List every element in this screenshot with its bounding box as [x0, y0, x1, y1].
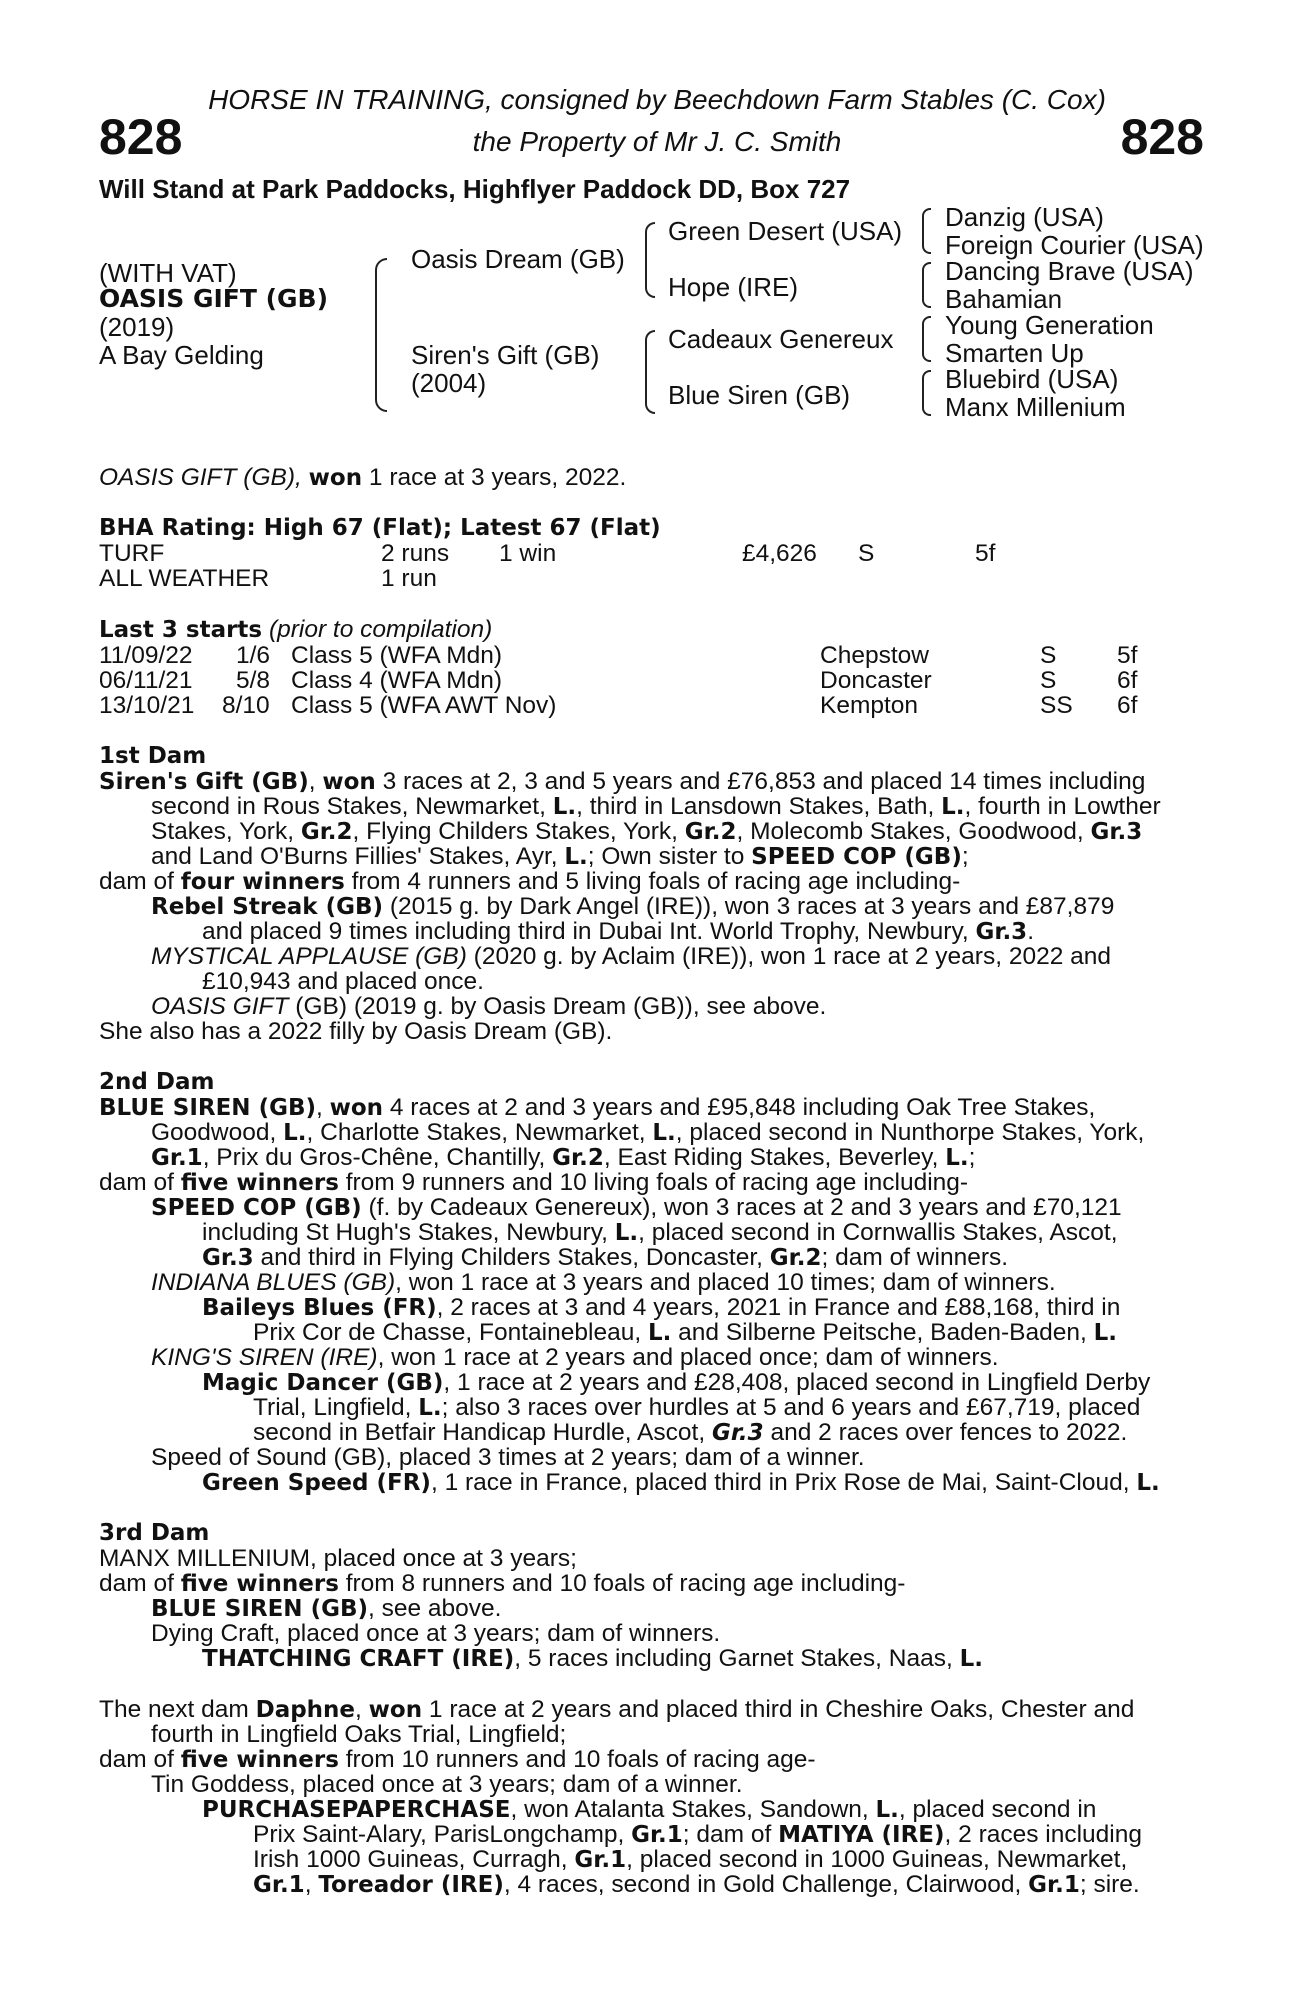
start-pos: 8/10 [222, 692, 270, 719]
produce-mystical: MYSTICAL APPLAUSE (GB) (2020 g. by Aclaim (IRE)), won 1 race at 2 years, 2022 and [151, 943, 1112, 970]
produce-magic-dancer: Magic Dancer (GB), 1 race at 2 years and £28,408, placed second in Lingfield Derby [202, 1369, 1151, 1396]
rating-prize: £4,626 [742, 540, 817, 567]
start-course: Kempton [820, 692, 919, 719]
pedigree-brace-dam [645, 330, 655, 414]
rating-wins: 1 win [499, 540, 557, 567]
lot-number-right: 828 [1120, 109, 1204, 165]
horse-name: OASIS GIFT (GB) [99, 284, 329, 313]
produce-rebel-streak: Rebel Streak (GB) (2015 g. by Dark Angel (IRE)), won 3 races at 3 years and £87,879 [151, 893, 1115, 920]
produce-baileys-blues: Prix Cor de Chasse, Fontainebleau, L. and Silberne Peitsche, Baden-Baden, L. [253, 1319, 1117, 1346]
pedigree-brace-main [375, 258, 387, 412]
pedigree-brace-sd [922, 262, 931, 308]
gg-sss: Danzig (USA) [945, 202, 1104, 232]
sire-name: Oasis Dream (GB) [411, 244, 625, 274]
start-course: Chepstow [820, 642, 929, 669]
start-pos: 5/8 [236, 667, 271, 694]
second-dam-line: Goodwood, L., Charlotte Stakes, Newmarket, L., placed second in Nunthorpe Stakes, York, [151, 1119, 1145, 1146]
bha-rating: BHA Rating: High 67 (Flat); Latest 67 (Flat) [99, 515, 661, 541]
third-dam-heading: 3rd Dam [99, 1520, 210, 1546]
produce-speed-cop: SPEED COP (GB) (f. by Cadeaux Genereux), won 3 races at 2 and 3 years and £70,121 [151, 1194, 1122, 1221]
lot-number-left: 828 [99, 109, 183, 165]
start-dist: 6f [1117, 692, 1138, 719]
property-line: the Property of Mr J. C. Smith [472, 126, 842, 157]
produce-speed-of-sound: Speed of Sound (GB), placed 3 times at 2 years; dam of a winner. [151, 1444, 865, 1471]
next-dam-line: The next dam Daphne, won 1 race at 2 years and placed third in Cheshire Oaks, Chester and [99, 1696, 1135, 1723]
vat-label: (WITH VAT) [99, 258, 237, 288]
start-going: SS [1040, 692, 1073, 719]
next-dam-produce: dam of five winners from 10 runners and 10 foals of racing age- [99, 1746, 816, 1773]
second-dam-line: BLUE SIREN (GB), won 4 races at 2 and 3 years and £95,848 including Oak Tree Stakes, [99, 1094, 1096, 1121]
produce-purchasepaperchase: Prix Saint-Alary, ParisLongchamp, Gr.1; dam of MATIYA (IRE), 2 races including [253, 1821, 1143, 1848]
start-race: Class 4 (WFA Mdn) [291, 667, 503, 694]
rating-surface: TURF [99, 540, 165, 567]
rating-dist: 5f [975, 540, 996, 567]
pedigree-brace-ss [922, 208, 931, 254]
dam-year: (2004) [411, 368, 487, 398]
start-going: S [1040, 667, 1057, 694]
second-dam-heading: 2nd Dam [99, 1069, 215, 1095]
produce-speed-cop: Gr.3 and third in Flying Childers Stakes, Doncaster, Gr.2; dam of winners. [202, 1244, 1009, 1271]
produce-speed-cop: including St Hugh's Stakes, Newbury, L., placed second in Cornwallis Stakes, Ascot, [202, 1219, 1118, 1246]
gg-ddd: Manx Millenium [945, 392, 1126, 422]
rating-runs: 2 runs [381, 540, 450, 567]
produce-oasis-gift: OASIS GIFT (GB) (2019 g. by Oasis Dream (GB)), see above. [151, 993, 827, 1020]
produce-thatching-craft: THATCHING CRAFT (IRE), 5 races including Garnet Stakes, Naas, L. [202, 1645, 983, 1672]
first-dam-heading: 1st Dam [99, 743, 207, 769]
rating-going: S [858, 540, 875, 567]
start-date: 11/09/22 [99, 642, 193, 669]
rating-surface: ALL WEATHER [99, 565, 270, 592]
next-dam-line: fourth in Lingfield Oaks Trial, Lingfield; [151, 1721, 567, 1748]
first-dam-line: Stakes, York, Gr.2, Flying Childers Stakes, York, Gr.2, Molecomb Stakes, Goodwood, Gr.3 [151, 818, 1143, 845]
gg-sdd: Bahamian [945, 284, 1063, 314]
gg-dds: Bluebird (USA) [945, 364, 1119, 394]
produce-purchasepaperchase: Gr.1, Toreador (IRE), 4 races, second in Gold Challenge, Clairwood, Gr.1; sire. [253, 1871, 1140, 1898]
produce-magic-dancer: Trial, Lingfield, L.; also 3 races over hurdles at 5 and 6 years and £67,719, placed [253, 1394, 1141, 1421]
start-going: S [1040, 642, 1057, 669]
start-dist: 6f [1117, 667, 1138, 694]
produce-magic-dancer: second in Betfair Handicap Hurdle, Ascot, Gr.3 and 2 races over fences to 2022. [253, 1419, 1128, 1446]
start-date: 06/11/21 [99, 667, 193, 694]
produce-purchasepaperchase: Irish 1000 Guineas, Curragh, Gr.1, placed second in 1000 Guineas, Newmarket, [253, 1846, 1128, 1873]
last-starts-heading: Last 3 starts (prior to compilation) [99, 616, 493, 643]
dam-dam: Blue Siren (GB) [668, 380, 851, 410]
race-summary: OASIS GIFT (GB), won 1 race at 3 years, 2022. [99, 464, 627, 491]
produce-kings-siren: KING'S SIREN (IRE), won 1 race at 2 years and placed once; dam of winners. [151, 1344, 999, 1371]
start-race: Class 5 (WFA Mdn) [291, 642, 503, 669]
sire-dam: Hope (IRE) [668, 272, 799, 302]
start-race: Class 5 (WFA AWT Nov) [291, 692, 557, 719]
start-pos: 1/6 [236, 642, 271, 669]
filly-note: She also has a 2022 filly by Oasis Dream (GB). [99, 1018, 613, 1045]
stand-location: Will Stand at Park Paddocks, Highflyer Paddock DD, Box 727 [99, 174, 851, 204]
first-dam-produce: dam of four winners from 4 runners and 5 living foals of racing age including- [99, 868, 961, 895]
produce-tin-goddess: Tin Goddess, placed once at 3 years; dam of a winner. [151, 1771, 743, 1798]
second-dam-line: Gr.1, Prix du Gros-Chêne, Chantilly, Gr.2, East Riding Stakes, Beverley, L.; [151, 1144, 976, 1171]
start-course: Doncaster [820, 667, 932, 694]
produce-indiana-blues: INDIANA BLUES (GB), won 1 race at 3 years and placed 10 times; dam of winners. [151, 1269, 1056, 1296]
gg-sds: Dancing Brave (USA) [945, 256, 1194, 286]
third-dam-line: MANX MILLENIUM, placed once at 3 years; [99, 1545, 577, 1572]
produce-purchasepaperchase: PURCHASEPAPERCHASE, won Atalanta Stakes, Sandown, L., placed second in [202, 1796, 1097, 1823]
horse-description: A Bay Gelding [99, 340, 264, 370]
consignment-line: HORSE IN TRAINING, consigned by Beechdown Farm Stables (C. Cox) [208, 84, 1106, 115]
dam-sire: Cadeaux Genereux [668, 324, 894, 354]
gg-dss: Young Generation [945, 310, 1154, 340]
produce-baileys-blues: Baileys Blues (FR), 2 races at 3 and 4 years, 2021 in France and £88,168, third in [202, 1294, 1121, 1321]
dam-name: Siren's Gift (GB) [411, 340, 600, 370]
produce-dying-craft: Dying Craft, placed once at 3 years; dam of winners. [151, 1620, 721, 1647]
gg-dsd: Smarten Up [945, 338, 1084, 368]
produce-rebel-streak: and placed 9 times including third in Dubai Int. World Trophy, Newbury, Gr.3. [202, 918, 1034, 945]
start-dist: 5f [1117, 642, 1138, 669]
sire-sire: Green Desert (USA) [668, 216, 903, 246]
pedigree-brace-ds [922, 316, 931, 362]
produce-blue-siren: BLUE SIREN (GB), see above. [151, 1595, 502, 1622]
produce-green-speed: Green Speed (FR), 1 race in France, placed third in Prix Rose de Mai, Saint-Cloud, L. [202, 1469, 1160, 1496]
first-dam-line: and Land O'Burns Fillies' Stakes, Ayr, L.; Own sister to SPEED COP (GB); [151, 843, 969, 870]
start-date: 13/10/21 [99, 692, 195, 719]
pedigree-brace-sire [645, 222, 655, 298]
pedigree-brace-dd [922, 370, 931, 416]
second-dam-produce: dam of five winners from 9 runners and 10 living foals of racing age including- [99, 1169, 969, 1196]
first-dam-line: Siren's Gift (GB), won 3 races at 2, 3 and 5 years and £76,853 and placed 14 times including [99, 768, 1146, 795]
rating-runs: 1 run [381, 565, 437, 592]
horse-year: (2019) [99, 312, 175, 342]
produce-mystical: £10,943 and placed once. [202, 968, 484, 995]
first-dam-line: second in Rous Stakes, Newmarket, L., third in Lansdown Stakes, Bath, L., fourth in Lowther [151, 793, 1161, 820]
gg-ssd: Foreign Courier (USA) [945, 230, 1204, 260]
third-dam-produce: dam of five winners from 8 runners and 10 foals of racing age including- [99, 1570, 906, 1597]
